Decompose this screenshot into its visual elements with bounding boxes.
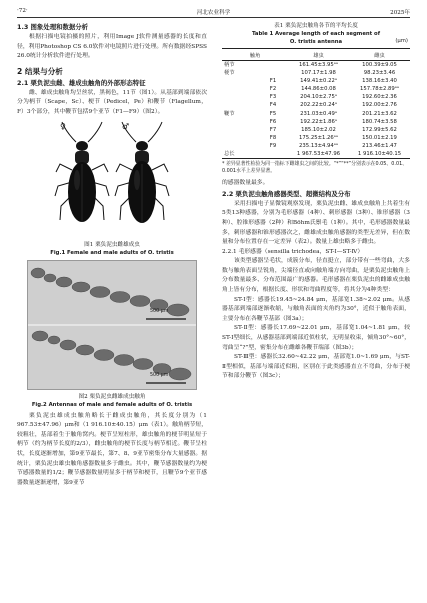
section-2-1-text: 雌、雄成虫触角均呈丝状，黑褐色，11节（图1）。从基部到端部依次分为柄节（Scape，Sc）、梗节（Pedicel，Pe）和鞭节（Flagellum，F）3个部分，其中鞭节包括9个亚节（F1—F9）（图2）。 [17,89,207,115]
st1-description: ST-Ⅰ型：感器长19.45~24.84 μm，基部宽1.38~2.02 μm。从感器基部到端部逐渐收缩，与触角表面的夹角约为30°，近似于触角表面，主要分布在各鞭节基部（图3a）； [222,296,410,322]
table-row: F3 204.10±2.75ᵃ 192.60±2.36 [269,94,397,101]
table-1-title-en-2: O. tristis antenna [289,39,343,45]
table-row: 梗节 107.17±1.98 98.23±3.46 [224,70,396,77]
left-column [17,22,207,488]
section-2-2-1-text: 该类型感器呈毛状，成簇分布，径直挺立，部分带有一些弯曲，大多数与触角表面呈锐角，尖端径直或向触角端方向弯曲，是栗负泥虫触角上分布数量最多、分布范围最广的感器。毛形感器在栗负泥虫的雌雄成虫触角上皆有分布，根据长度、形状和弯曲程度等，将其分为4种类型： [222,258,410,294]
right-text-top: 的感器数量最多。 [222,180,269,187]
section-2-2-title: 2.2 栗负泥虫触角感器类型、超微结构及分布 [222,189,351,198]
figure-1-caption-en: Fig.1 Female and male adults of O. tristis [50,249,174,256]
table-row: F9 235.13±4.94ᵃᵃ 213.46±1.47 [269,142,397,149]
table-row: F6 192.22±1.86ᵃ 180.74±3.58 [269,118,397,125]
header-rule [17,17,410,18]
journal-name: 河北农业科学 [196,10,231,16]
figure-2-antennas-sem [27,260,197,390]
female-beetle-photo [52,120,112,238]
results-text-after-fig2: 栗负泥虫雄成虫触角略长于雌成虫触角，其长度分别为（1 967.53±47.96）μm和（1 916.10±40.15）μm（表1）。触角柄节短，较粗壮，基部着生于触角窝内。梗节呈短柱形，雄虫触角的梗节明显短于柄节（约为柄节长度的2/3），雌虫触角的梗节长度与柄节相近。鞭节呈柱状，长度逐渐增加，第9亚节最长，第7、8、9亚节密集分布大量感器。据统计，栗负泥虫雄虫触角感器数量多于雌虫。其中，鞭节感器数量约为梗节感器数量的1/2；鞭节感器数量明显多于柄节和梗节，且鞭节9个亚节感器数量逐渐递增，第9亚节 [17,412,207,486]
table-row: 总长 1 967.53±47.96 1 916.10±40.15 [222,150,410,159]
table-row: F7 185.10±2.02 172.99±5.62 [269,126,397,133]
table-1-note: * 差异显著性检验为同一指标下雌雄虫之间的比较。“*”“**”分别表示在0.05、0.01、0.001水平上差异显著。 [222,161,408,175]
table-row: 柄节 161.45±3.95ᵃᵃ 100.39±9.05 [224,62,397,68]
figure-1-caption-cn: 图1 栗负泥虫雌雄成虫 [84,241,140,248]
table-row: F4 202.22±0.24ᵃ 192.00±2.76 [269,102,397,109]
male-symbol: ♂ [122,121,130,131]
col-header-segment: 触角 [222,49,288,61]
figure-1-beetles [52,120,172,238]
scale-bar-label-bottom: 500 μm [150,372,169,378]
col-header-female: 雄虫 [288,49,349,61]
table-row: F2 144.86±0.08 157.78±2.89ᵃᵃ [269,86,399,93]
journal-year: 2025年 [390,10,410,16]
antenna-sem-image [28,261,196,389]
table-1 [222,48,410,159]
female-symbol: ♀ [60,121,66,131]
table-row: F8 175.25±1.26ᵃᵃ 150.01±2.19 [269,134,397,141]
section-2-1-title: 2.1 栗负泥虫雌、雄成虫触角的外部形态特征 [17,78,146,87]
table-row: F1 149.41±0.22ᵃ 138.16±3.40 [269,78,397,85]
section-1-3-title: 1.3 图象处理和数据分析 [17,23,89,31]
section-2-title: 2 结果与分析 [17,66,63,76]
figure-2-caption-en: Fig.2 Antennas of male and female adults of O. tristis [31,401,193,408]
section-1-3-text: 根据扫描电镜拍摄的照片，利用Image J软件测量感器的长度和直径，利用Photoshop CS 6.0软件对电镜照片进行处理。所有数据经SPSS 26.0统计分析软件进行处理。 [17,34,207,60]
section-2-2-text: 采用扫描电子显微镜观察发现，栗负泥虫雌、雄成虫触角上共着生有5类13种感器，分别为毛形感器（4种）、刺形感器（3种）、锥形感器（3种）、腔锥形感器（2种）和Böhm氏鬃毛（1种）。其中，毛形感器数量最多，刺形感器和锥形感器次之，雌雄成虫触角感器的类型无差异，但在数量和分布位置存在一定差异（表2）。数量上雄虫略多于雌虫。 [222,200,410,246]
section-2-2-1-title: 2.2.1 毛形感器（sensilla trichodea，ST-Ⅰ—ST-Ⅳ） [222,248,364,255]
right-column [222,22,410,382]
col-header-male: 雌虫 [349,49,410,61]
male-beetle-photo [112,120,172,238]
table-1-title-en-1: Table 1 Average length of each segment of [251,31,380,37]
st3-description: ST-Ⅲ型：感器长32.60~42.22 μm，基部宽1.0~1.69 μm，与ST-Ⅱ型相似，基部与端部近似粗，区别在于此类感器直立不弯曲，分布于梗节和部分鞭节（图3c）； [222,354,410,380]
table-row: 鞭节 F5 231.03±0.49ᵃ 201.21±3.62 [224,110,397,117]
page-number: ·72· [17,8,28,14]
figure-2-caption-cn: 图2 栗负泥虫雌雄成虫触角 [78,393,146,400]
table-1-unit: (μm) [395,38,408,44]
table-1-title-cn: 表1 栗负泥虫触角各节的平均长度 [274,23,358,29]
st2-description: ST-Ⅱ型：感器长17.69~22.01 μm，基部宽1.04~1.81 μm，较ST-Ⅰ型细长，从感器基部到端部近似柱状，无明显收束，倾角30°~60°，弯曲呈“?”型，密集分布在雌雄各鞭节端部（图3b）； [222,325,410,351]
scale-bar-label-top: 500 μm [150,308,169,314]
